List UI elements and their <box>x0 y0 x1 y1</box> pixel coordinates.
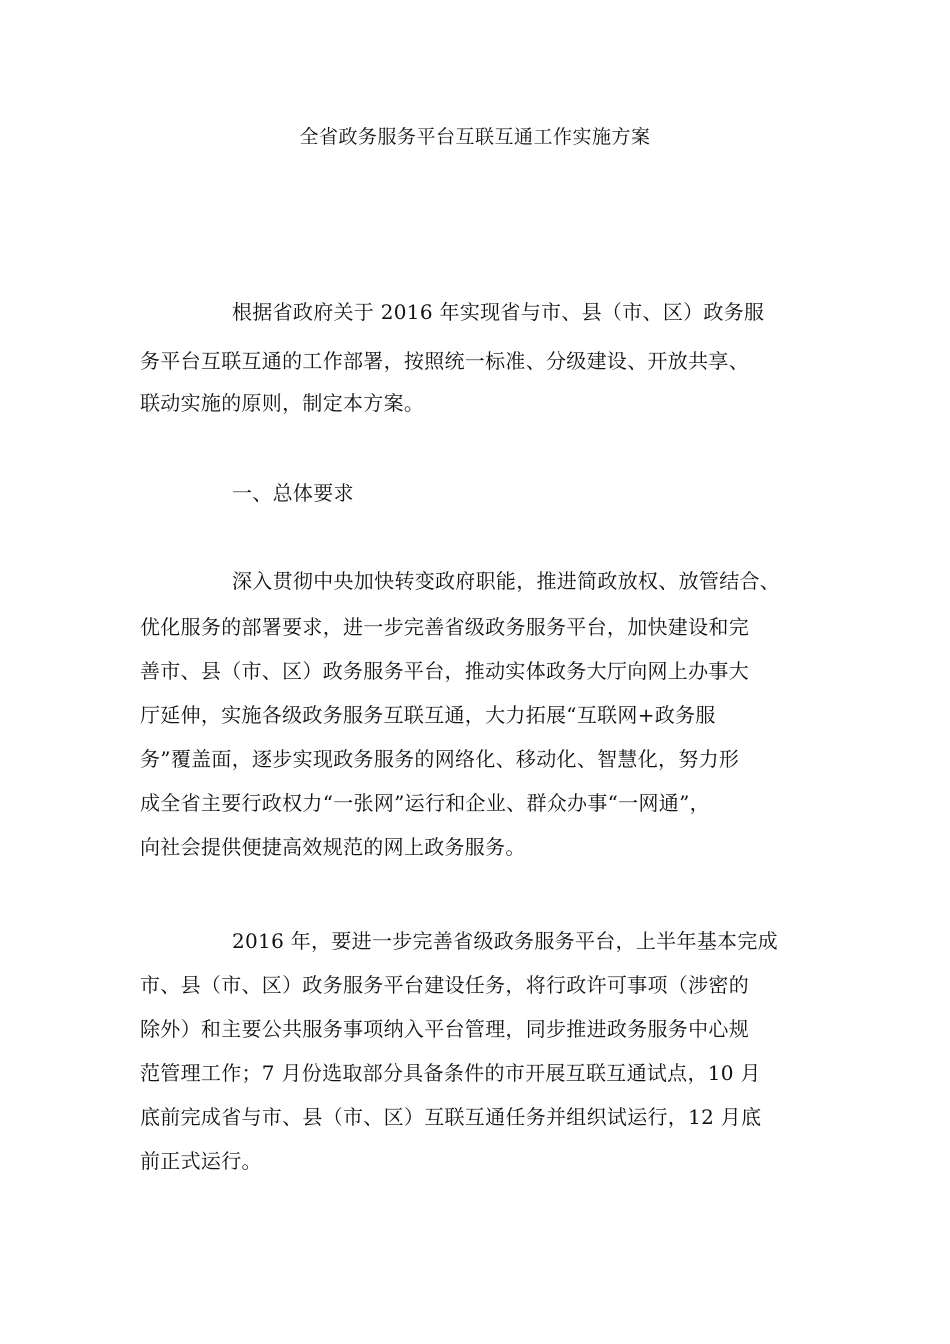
paragraph-line: 善市、县（市、区）政务服务平台，推动实体政务大厅向网上办事大 <box>140 659 749 683</box>
paragraph-line: 向社会提供便捷高效规范的网上政务服务。 <box>140 835 526 859</box>
paragraph-line: 务”覆盖面，逐步实现政务服务的网络化、移动化、智慧化，努力形 <box>140 747 740 771</box>
section-heading-text: 一、总体要求 <box>232 481 354 505</box>
paragraph-line: 务平台互联互通的工作部署，按照统一标准、分级建设、开放共享、 <box>140 349 749 373</box>
paragraph-line: 厅延伸，实施各级政务服务互联互通，大力拓展“互联网+政务服 <box>140 703 716 727</box>
paragraph-line: 联动实施的原则，制定本方案。 <box>140 391 425 415</box>
paragraph-line: 范管理工作；7 月份选取部分具备条件的市开展互联互通试点，10 月 <box>140 1061 761 1085</box>
paragraph-line: 市、县（市、区）政务服务平台建设任务，将行政许可事项（涉密的 <box>140 973 749 997</box>
paragraph-line: 除外）和主要公共服务事项纳入平台管理，同步推进政务服务中心规 <box>140 1017 749 1041</box>
paragraph-line: 根据省政府关于 2016 年实现省与市、县（市、区）政务服 <box>232 300 765 324</box>
paragraph-line: 2016 年，要进一步完善省级政务服务平台，上半年基本完成 <box>232 929 778 953</box>
paragraph-line: 深入贯彻中央加快转变政府职能，推进简政放权、放管结合、 <box>232 569 781 593</box>
paragraph-line: 优化服务的部署要求，进一步完善省级政务服务平台，加快建设和完 <box>140 615 749 639</box>
paragraph-line: 底前完成省与市、县（市、区）互联互通任务并组织试运行，12 月底 <box>140 1105 762 1129</box>
paragraph-line: 前正式运行。 <box>140 1149 262 1173</box>
document-title: 全省政务服务平台互联互通工作实施方案 <box>299 126 651 148</box>
paragraph-line: 成全省主要行政权力“一张网”运行和企业、群众办事“一网通”， <box>140 791 710 815</box>
